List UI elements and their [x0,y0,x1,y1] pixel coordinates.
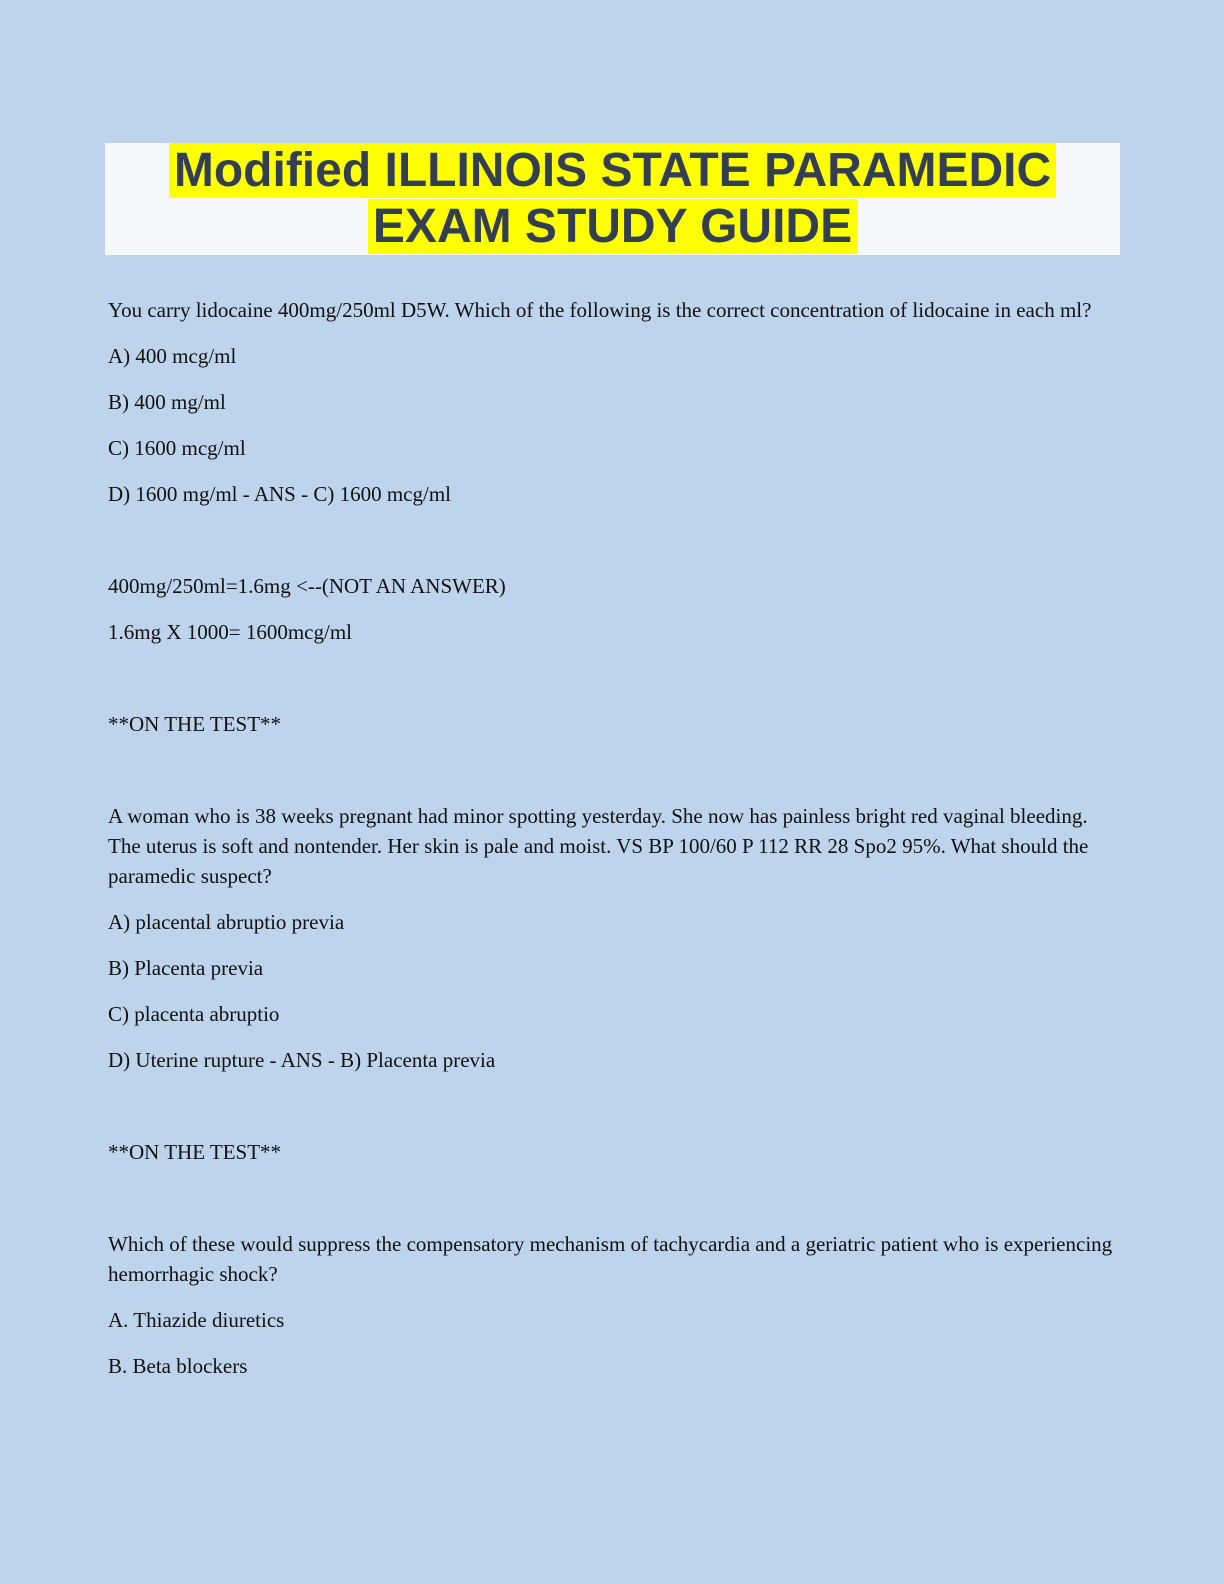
answer-option-c: C) placenta abruptio [108,1002,280,1026]
blank-line [108,755,1116,801]
page-title [105,143,1120,255]
on-the-test-marker: **ON THE TEST** [108,712,282,736]
work-note: 400mg/250ml=1.6mg <--(NOT AN ANSWER) [108,574,506,598]
title-banner [105,143,1120,255]
question-block-1 [108,295,1116,801]
answer-option-c: C) 1600 mcg/ml [108,436,246,460]
answer-option-a: A) 400 mcg/ml [108,344,237,368]
answer-option-d: D) Uterine rupture - ANS - B) Placenta previa [108,1048,496,1072]
title-line-1: Modified ILLINOIS STATE PARAMEDIC [169,143,1056,198]
question-block-2 [108,801,1116,1229]
question-text: A woman who is 38 weeks pregnant had minor spotting yesterday. She now has painless bright red vaginal bleeding. The uterus is soft and nontender. Her skin is pale and moist. VS BP 100/60 P 112 RR 28 Spo2 95%. What should the paramedic suspect? [108,804,1089,888]
blank-line [108,663,1116,709]
answer-option-d: D) 1600 mg/ml - ANS - C) 1600 mcg/ml [108,482,451,506]
title-line-2: EXAM STUDY GUIDE [368,199,857,254]
question-block-3 [108,1229,1116,1381]
question-text: You carry lidocaine 400mg/250ml D5W. Which of the following is the correct concentration of lidocaine in each ml? [108,298,1092,322]
answer-option-a: A) placental abruptio previa [108,910,345,934]
question-text: Which of these would suppress the compensatory mechanism of tachycardia and a geriatric patient who is experiencing hemorrhagic shock? [108,1232,1113,1286]
answer-option-b: B) 400 mg/ml [108,390,226,414]
answer-option-b: B) Placenta previa [108,956,264,980]
on-the-test-marker: **ON THE TEST** [108,1140,282,1164]
answer-option-a: A. Thiazide diuretics [108,1308,285,1332]
blank-line [108,1183,1116,1229]
answer-option-b: B. Beta blockers [108,1354,248,1378]
work-note: 1.6mg X 1000= 1600mcg/ml [108,620,353,644]
blank-line [108,1091,1116,1137]
blank-line [108,525,1116,571]
document-body [108,295,1116,1397]
